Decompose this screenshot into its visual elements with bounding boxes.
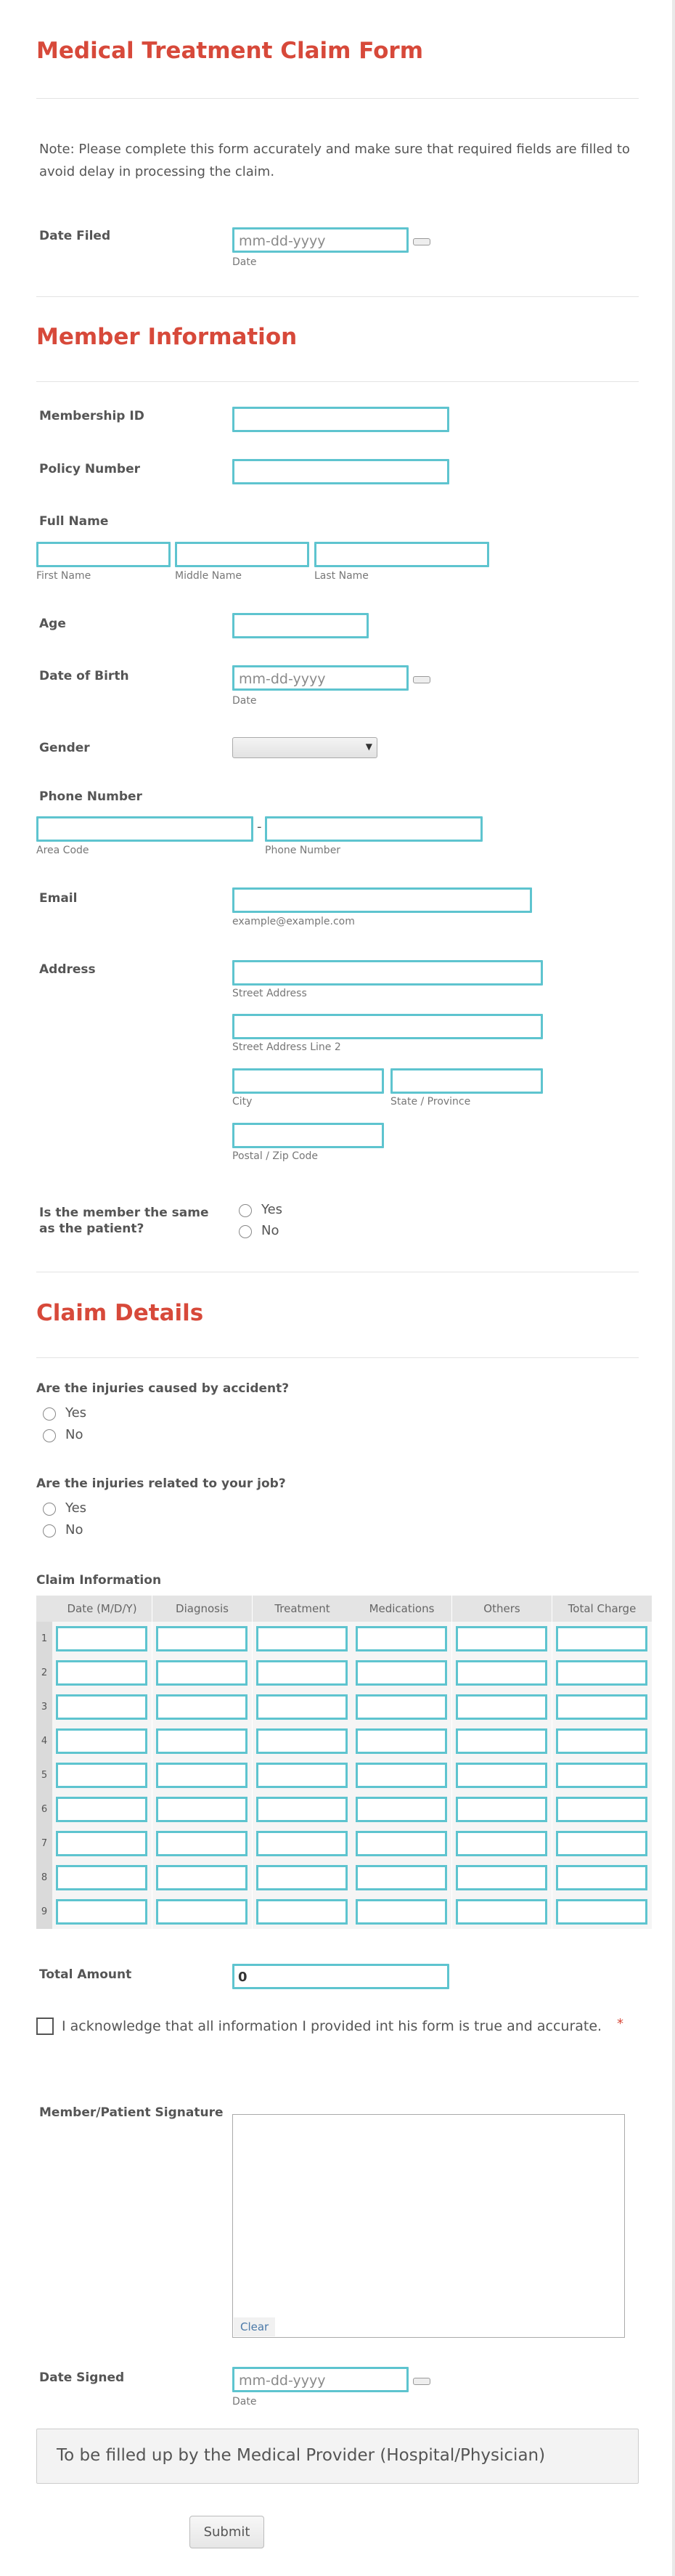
row-number: 4 [36, 1724, 52, 1758]
required-asterisk: * [617, 2016, 623, 2031]
calendar-icon[interactable] [413, 238, 430, 245]
signature-label: Member/Patient Signature [39, 2105, 224, 2120]
table-cell-input[interactable] [256, 1797, 348, 1822]
area-code-input[interactable] [36, 816, 253, 842]
acknowledge-checkbox[interactable] [36, 2018, 54, 2035]
accident-yes-radio[interactable] [43, 1407, 56, 1421]
page-right-border [672, 0, 675, 2576]
table-cell-input[interactable] [156, 1694, 248, 1720]
column-header: Total Charge [552, 1596, 652, 1622]
table-cell-input[interactable] [356, 1899, 447, 1925]
table-cell-input[interactable] [256, 1763, 348, 1788]
claim-section-title: Claim Details [36, 1300, 204, 1326]
table-cell-input[interactable] [156, 1660, 248, 1686]
age-label: Age [39, 617, 66, 631]
first-name-input[interactable] [36, 542, 171, 567]
table-cell-input[interactable] [556, 1694, 647, 1720]
table-cell-input[interactable] [156, 1899, 248, 1925]
row-number: 1 [36, 1622, 52, 1656]
same-patient-yes-radio[interactable] [239, 1204, 252, 1217]
email-input[interactable] [232, 887, 532, 913]
table-cell-input[interactable] [356, 1660, 447, 1686]
middle-name-input[interactable] [175, 542, 309, 567]
dob-input[interactable] [232, 665, 409, 691]
table-cell-input[interactable] [356, 1694, 447, 1720]
form-note: Note: Please complete this form accurately and make sure that required fields are filled to avoid delay in processing the claim. [39, 142, 630, 179]
date-signed-label: Date Signed [39, 2370, 125, 2385]
table-cell-input[interactable] [456, 1797, 547, 1822]
column-header: Treatment [253, 1596, 352, 1622]
row-number: 8 [36, 1861, 52, 1895]
table-cell-input[interactable] [156, 1831, 248, 1856]
date-signed-sublabel: Date [232, 2396, 257, 2408]
total-amount-input[interactable] [232, 1964, 449, 1989]
calendar-icon[interactable] [413, 676, 430, 683]
street-address-2-sublabel: Street Address Line 2 [232, 1041, 341, 1053]
table-cell-input[interactable] [256, 1660, 348, 1686]
area-code-sublabel: Area Code [36, 845, 89, 856]
email-label: Email [39, 891, 78, 906]
table-cell-input[interactable] [256, 1899, 348, 1925]
phone-number-sublabel: Phone Number [265, 845, 341, 856]
phone-label: Phone Number [39, 789, 142, 804]
zip-sublabel: Postal / Zip Code [232, 1150, 319, 1162]
table-cell-input[interactable] [556, 1626, 647, 1651]
dob-label: Date of Birth [39, 669, 129, 683]
table-cell-input[interactable] [556, 1763, 647, 1788]
policy-number-label: Policy Number [39, 462, 140, 476]
table-cell-input[interactable] [456, 1660, 547, 1686]
table-cell-input[interactable] [456, 1865, 547, 1890]
chevron-down-icon: ▼ [365, 741, 372, 752]
state-sublabel: State / Province [390, 1096, 471, 1108]
column-header: Diagnosis [152, 1596, 252, 1622]
table-cell-input[interactable] [156, 1763, 248, 1788]
row-number: 7 [36, 1827, 52, 1861]
divider [36, 296, 639, 297]
table-cell-input[interactable] [56, 1626, 147, 1651]
table-cell-input[interactable] [256, 1694, 348, 1720]
row-number: 6 [36, 1792, 52, 1827]
address-label: Address [39, 962, 96, 977]
full-name-label: Full Name [39, 514, 109, 529]
table-cell-input[interactable] [456, 1899, 547, 1925]
table-cell-input[interactable] [556, 1899, 647, 1925]
table-cell-input[interactable] [56, 1899, 147, 1925]
age-input[interactable] [232, 613, 369, 638]
table-cell-input[interactable] [56, 1831, 147, 1856]
date-signed-placeholder: mm-dd-yyyy [239, 2373, 326, 2389]
job-yes-label: Yes [65, 1500, 87, 1516]
row-number: 3 [36, 1690, 52, 1724]
accident-no-label: No [65, 1427, 83, 1442]
street-address-input[interactable] [232, 960, 543, 986]
gender-label: Gender [39, 741, 90, 755]
date-filed-input[interactable] [232, 227, 409, 253]
table-cell-input[interactable] [556, 1865, 647, 1890]
table-cell-input[interactable] [556, 1831, 647, 1856]
table-cell-input[interactable] [256, 1865, 348, 1890]
claim-table-title: Claim Information [36, 1573, 162, 1588]
table-cell-input[interactable] [156, 1797, 248, 1822]
membership-id-label: Membership ID [39, 409, 144, 423]
table-cell-input[interactable] [456, 1626, 547, 1651]
street-address-2-input[interactable] [232, 1014, 543, 1039]
policy-number-input[interactable] [232, 459, 449, 484]
phone-dash: - [257, 819, 262, 834]
job-no-label: No [65, 1522, 83, 1537]
accident-question: Are the injuries caused by accident? [36, 1381, 290, 1396]
job-question: Are the injuries related to your job? [36, 1476, 286, 1491]
table-cell-input[interactable] [556, 1797, 647, 1822]
last-name-input[interactable] [314, 542, 489, 567]
provider-banner [36, 2429, 639, 2484]
job-no-radio[interactable] [43, 1524, 56, 1537]
table-cell-input[interactable] [56, 1728, 147, 1754]
accident-yes-label: Yes [65, 1405, 87, 1421]
same-patient-yes-label: Yes [261, 1202, 283, 1217]
divider [36, 381, 639, 382]
table-cell-input[interactable] [156, 1728, 248, 1754]
submit-button[interactable]: Submit [189, 2516, 264, 2548]
column-header: Medications [352, 1596, 451, 1622]
total-amount-value: 0 [238, 1970, 248, 1985]
accident-no-radio[interactable] [43, 1429, 56, 1442]
middle-name-sublabel: Middle Name [175, 570, 242, 582]
table-cell-input[interactable] [456, 1728, 547, 1754]
row-number: 5 [36, 1758, 52, 1792]
table-cell-input[interactable] [56, 1797, 147, 1822]
date-filed-sublabel: Date [232, 256, 257, 268]
table-cell-input[interactable] [456, 1763, 547, 1788]
table-cell-input[interactable] [356, 1626, 447, 1651]
table-cell-input[interactable] [356, 1728, 447, 1754]
total-amount-label: Total Amount [39, 1967, 132, 1982]
column-header: Date (M/D/Y) [52, 1596, 152, 1622]
column-header: Others [452, 1596, 552, 1622]
acknowledge-text: I acknowledge that all information I provided int his form is true and accurate. [62, 2018, 602, 2034]
divider [36, 98, 639, 99]
first-name-sublabel: First Name [36, 570, 91, 582]
table-cell-input[interactable] [56, 1660, 147, 1686]
table-cell-input[interactable] [56, 1694, 147, 1720]
table-cell-input[interactable] [456, 1831, 547, 1856]
signature-pad[interactable] [232, 2114, 625, 2338]
date-signed-input[interactable] [232, 2367, 409, 2392]
table-cell-input[interactable] [256, 1728, 348, 1754]
same-patient-no-label: No [261, 1223, 279, 1238]
gender-select[interactable] [232, 737, 377, 758]
table-cell-input[interactable] [356, 1865, 447, 1890]
phone-number-input[interactable] [265, 816, 483, 842]
table-cell-input[interactable] [56, 1865, 147, 1890]
street-address-sublabel: Street Address [232, 988, 307, 999]
divider [36, 1357, 639, 1358]
membership-id-input[interactable] [232, 407, 449, 432]
table-cell-input[interactable] [356, 1797, 447, 1822]
table-cell-input[interactable] [456, 1694, 547, 1720]
date-filed-placeholder: mm-dd-yyyy [239, 233, 326, 249]
state-input[interactable] [390, 1068, 543, 1094]
city-sublabel: City [232, 1096, 253, 1108]
table-cell-input[interactable] [156, 1626, 248, 1651]
table-cell-input[interactable] [356, 1831, 447, 1856]
row-number: 9 [36, 1895, 52, 1929]
table-corner [36, 1596, 52, 1622]
table-cell-input[interactable] [556, 1728, 647, 1754]
last-name-sublabel: Last Name [314, 570, 369, 582]
form-title: Medical Treatment Claim Form [36, 38, 424, 64]
dob-sublabel: Date [232, 695, 257, 707]
city-input[interactable] [232, 1068, 384, 1094]
table-cell-input[interactable] [256, 1626, 348, 1651]
table-cell-input[interactable] [556, 1660, 647, 1686]
provider-banner-text: To be filled up by the Medical Provider (Hospital/Physician) [57, 2446, 546, 2465]
same-patient-no-radio[interactable] [239, 1225, 252, 1238]
calendar-icon[interactable] [413, 2378, 430, 2385]
same-patient-label: Is the member the same as the patient? [39, 1206, 209, 1236]
job-yes-radio[interactable] [43, 1503, 56, 1516]
table-cell-input[interactable] [156, 1865, 248, 1890]
dob-placeholder: mm-dd-yyyy [239, 671, 326, 687]
table-cell-input[interactable] [256, 1831, 348, 1856]
table-cell-input[interactable] [356, 1763, 447, 1788]
row-number: 2 [36, 1656, 52, 1690]
email-sublabel: example@example.com [232, 916, 355, 927]
member-section-title: Member Information [36, 324, 298, 350]
clear-signature-button[interactable]: Clear [234, 2317, 275, 2336]
table-cell-input[interactable] [56, 1763, 147, 1788]
date-filed-label: Date Filed [39, 229, 111, 243]
zip-input[interactable] [232, 1123, 384, 1148]
